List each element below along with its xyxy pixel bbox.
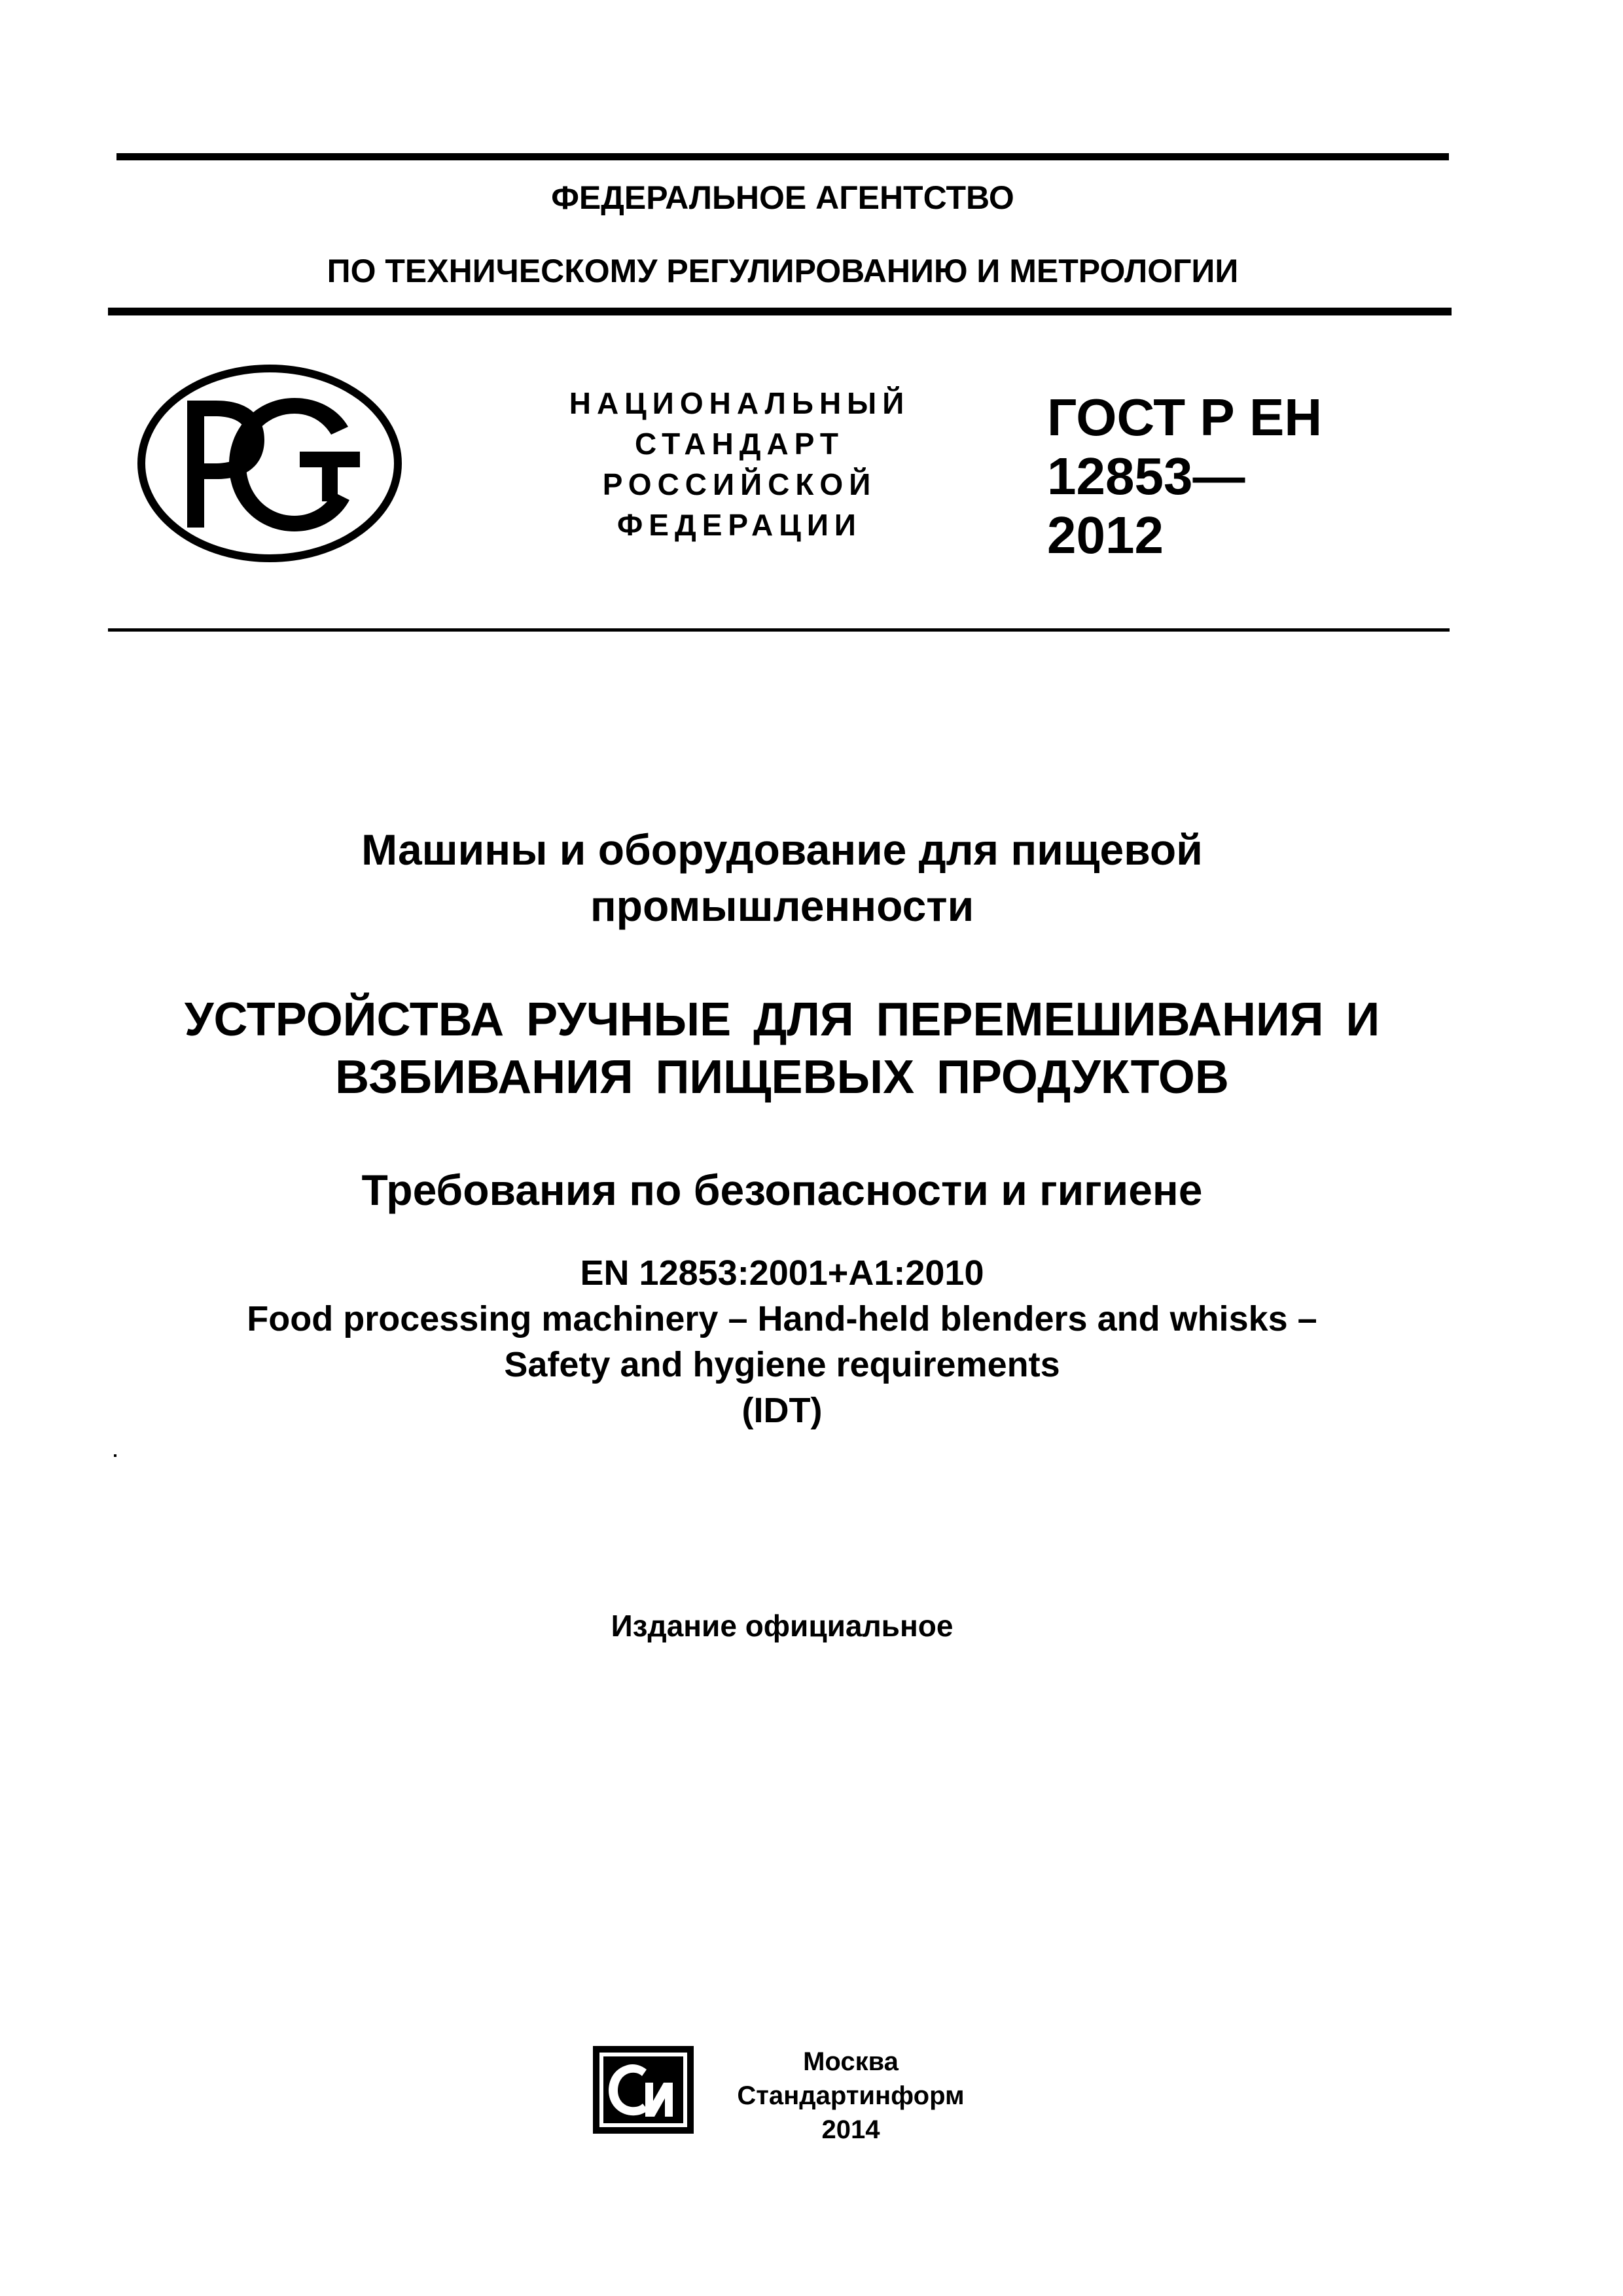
scan-dot [114, 1454, 116, 1457]
header-rule [108, 308, 1452, 315]
title-line-1: Машины и оборудование для пищевой [361, 825, 1203, 874]
en-code: EN 12853:2001+A1:2010 [580, 1253, 984, 1293]
publisher-info [707, 2045, 995, 2147]
standard-type-line-4: ФЕДЕРАЦИИ [617, 508, 862, 542]
standard-designation [1047, 388, 1322, 565]
agency-name-line-1: ФЕДЕРАЛЬНОЕ АГЕНТСТВО [551, 179, 1014, 216]
edition-label: Издание официальное [611, 1609, 954, 1643]
standartinform-logo-icon [590, 2043, 696, 2136]
requirements-subtitle: Требования по безопасности и гигиене [361, 1166, 1203, 1214]
standard-type-line-3: РОССИЙСКОЙ [602, 467, 877, 501]
rst-conformity-mark-icon [131, 359, 409, 568]
standard-type-line-1: НАЦИОНАЛЬНЫЙ [569, 386, 910, 420]
designation-line-3: 2012 [1047, 506, 1164, 564]
standard-type-line-2: СТАНДАРТ [635, 427, 844, 461]
top-rule [116, 153, 1449, 160]
publication-year: 2014 [821, 2115, 880, 2144]
subject-line-2: ВЗБИВАНИЯ ПИЩЕВЫХ ПРОДУКТОВ [335, 1051, 1229, 1103]
en-degree: (IDT) [741, 1391, 823, 1430]
title-line-2: промышленности [590, 882, 974, 930]
document-title [118, 821, 1446, 934]
standard-type-label [537, 383, 942, 545]
designation-line-1: ГОСТ Р ЕН [1047, 388, 1323, 446]
en-title-line-2: Safety and hygiene requirements [504, 1345, 1060, 1384]
publisher-name: Стандартинформ [737, 2081, 965, 2110]
en-title-line-1: Food processing machinery – Hand-held blenders and whisks – [247, 1299, 1317, 1338]
document-subject [118, 991, 1446, 1106]
designation-rule [108, 628, 1450, 632]
european-standard-reference [118, 1250, 1446, 1433]
designation-line-2: 12853— [1047, 447, 1245, 505]
publisher-city: Москва [803, 2047, 899, 2076]
subject-line-1: УСТРОЙСТВА РУЧНЫЕ ДЛЯ ПЕРЕМЕШИВАНИЯ И [184, 994, 1380, 1046]
agency-name-line-2: ПО ТЕХНИЧЕСКОМУ РЕГУЛИРОВАНИЮ И МЕТРОЛОГИИ [327, 253, 1239, 289]
